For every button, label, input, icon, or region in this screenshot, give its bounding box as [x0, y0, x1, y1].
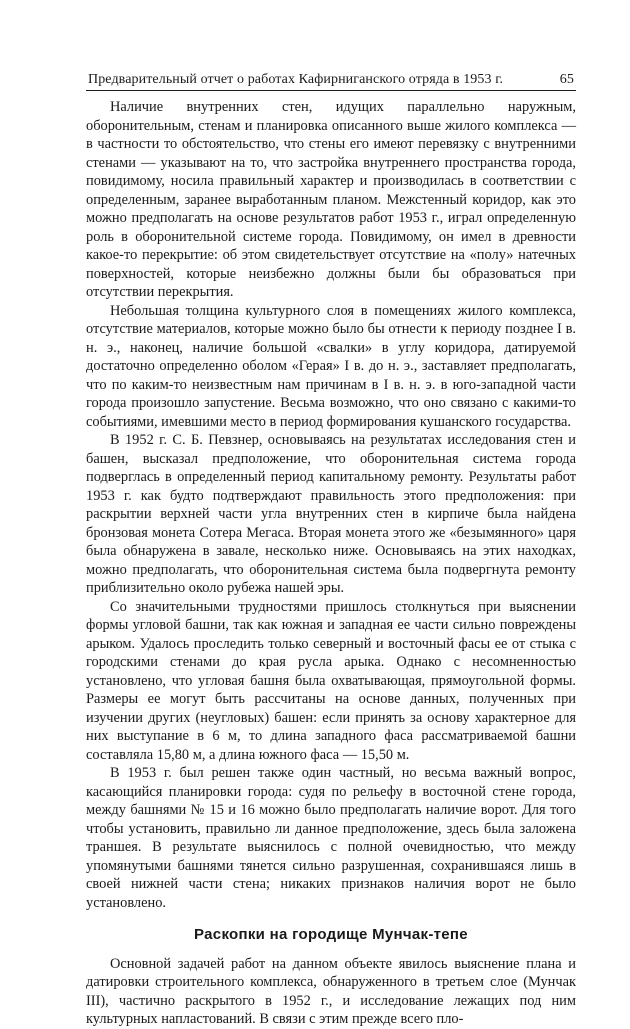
paragraph: Основной задачей работ на данном объекте явилось выяснение плана и датировки строительного комплекса, обнаруженного в третьем слое (Мунчак III), частично раскрытого в 1952 г., и исследование лежащих под ним культурных напластований. В связи с этим прежде всего пло- — [86, 955, 576, 1027]
paragraph: В 1952 г. С. Б. Певзнер, основываясь на результатах исследования стен и башен, высказал предположение, что оборонительная система города подверглась в определенный период капитальному ремонту. Результаты работ 1953 г. как будто подтверждают правильность этого предположения: при раскрытии верхней части угла внутренних стен в кирпиче была найдена бронзовая монета Сотера Мегаса. Вторая монета этого же «безымянного» царя была обнаружена в завале, несколько ниже. Основываясь на этих находках, можно предполагать, что оборонительная система была подвергнута ремонту приблизительно около рубежа нашей эры. — [86, 432, 576, 596]
running-header — [88, 64, 574, 88]
paragraph: Со значительными трудностями пришлось столкнуться при выяснении формы угловой башни, так как южная и западная ее части сильно повреждены арыком. Удалось проследить только северный и восточный фасы ее от стыка с городскими стенами до края русла арыка. Однако с несомненностью установлено, что угловая башня была охватывающая, прямоугольной формы. Размеры ее могут быть рассчитаны на основе данных, полученных при изучении других (неугловых) башен: если принять за основу характерное для них выступание в 6 м, то длина западного фаса рассматриваемой башни составляла 15,80 м, а длина южного фаса — 15,50 м. — [86, 598, 576, 763]
section-title: Раскопки на городище Мунчак-тепе — [194, 926, 468, 943]
header-rule — [86, 90, 576, 91]
paragraph: Небольшая толщина культурного слоя в помещениях жилого комплекса, отсутствие материалов, которые можно было бы отнести к периоду позднее I в. н. э., наконец, наличие большой «свалки» в углу коридора, датируемой достаточно определенно оболом «Герая» I в. до н. э., заставляет предполагать, что по каким-то неизвестным нам причинам в I в. н. э. в юго-западной части города произошло запустение. Весьма возможно, что оно связано с какими-то событиями, имевшими место в период формирования кушанского государства. — [86, 302, 576, 430]
running-title: Предварительный отчет о работах Кафирниганского отряда в 1953 г. — [88, 72, 504, 87]
paragraph: Наличие внутренних стен, идущих параллельно наружным, оборонительным, стенам и планировка описанного выше жилого комплекса — в частности то обстоятельство, что стены его имеют перевязку с внутренними стенами — указывают на то, что застройка внутреннего пространства города, повидимому, носила правильный характер и производилась в соответствии с определенным, заранее выработанным планом. Межстенный коридор, как это можно предполагать на основе результатов работ 1953 г., играл определенную роль в оборонительной системе города. Повидимому, он имел в древности какое-то перекрытие: об этом свидетельствует отсутствие на «полу» натечных поверхностей, которые неизбежно должны были бы образоваться при отсутствии перекрытия. — [86, 99, 576, 300]
body-text — [86, 98, 576, 1029]
paragraph: В 1953 г. был решен также один частный, но весьма важный вопрос, касающийся планировки города: судя по рельефу в восточной стене города, между башнями № 15 и 16 можно было предполагать наличие ворот. Для того чтобы установить, правильно ли данное предположение, здесь была заложена траншея. В результате выяснилось с полной очевидностью, что между упомянутыми башнями тянется сильно разрушенная, сохранившаяся лишь в своей нижней части стена; никаких признаков наличия ворот не было установлено. — [86, 765, 576, 911]
page-number: 65 — [559, 72, 574, 87]
